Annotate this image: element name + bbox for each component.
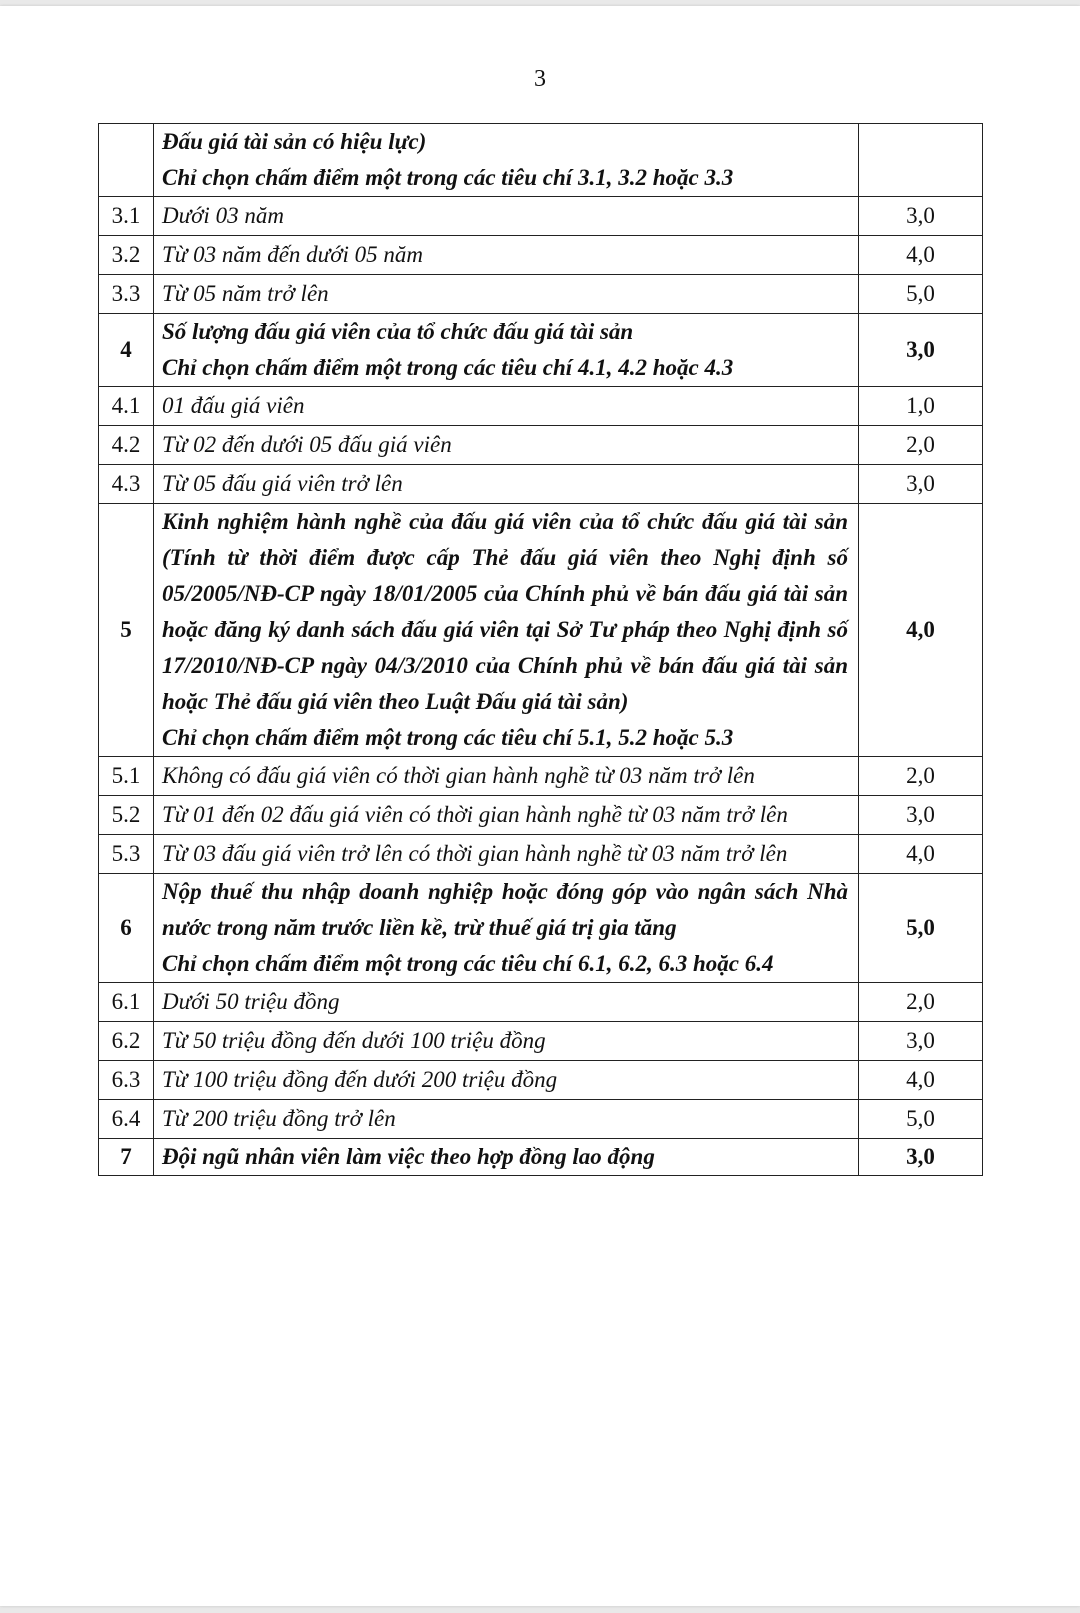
criterion-description (154, 1139, 859, 1176)
criterion-row (99, 504, 983, 757)
criterion-id: 3.1 (99, 197, 154, 236)
criterion-id: 6.3 (99, 1061, 154, 1100)
criterion-description (154, 1061, 859, 1100)
criterion-score: 3,0 (859, 314, 983, 387)
description-line: Nộp thuế thu nhập doanh nghiệp hoặc đóng góp vào ngân sách Nhà nước trong năm trước liền kề, trừ thuế giá trị gia tăng (162, 879, 848, 940)
sub-criterion-row (99, 465, 983, 504)
description-line: Từ 02 đến dưới 05 đấu giá viên (162, 432, 452, 457)
criterion-id: 7 (99, 1139, 154, 1176)
description-line: Chỉ chọn chấm điểm một trong các tiêu chí 6.1, 6.2, 6.3 hoặc 6.4 (162, 951, 774, 976)
criterion-description (154, 1100, 859, 1139)
criterion-row (99, 874, 983, 983)
description-line: Đội ngũ nhân viên làm việc theo hợp đồng lao động (162, 1144, 655, 1169)
criterion-description (154, 504, 859, 757)
description-line: Từ 05 năm trở lên (162, 281, 329, 306)
criterion-score: 3,0 (859, 465, 983, 504)
criterion-description (154, 983, 859, 1022)
sub-criterion-row (99, 426, 983, 465)
sub-criterion-row (99, 387, 983, 426)
criterion-score: 2,0 (859, 426, 983, 465)
criterion-row (99, 314, 983, 387)
criterion-description (154, 757, 859, 796)
criterion-score: 3,0 (859, 796, 983, 835)
description-line: Dưới 03 năm (162, 203, 284, 228)
criterion-id: 5 (99, 504, 154, 757)
criterion-description (154, 387, 859, 426)
criterion-id: 4 (99, 314, 154, 387)
criterion-score: 4,0 (859, 504, 983, 757)
sub-criterion-row (99, 796, 983, 835)
criterion-id: 3.3 (99, 275, 154, 314)
sub-criterion-row (99, 275, 983, 314)
description-line: Từ 01 đến 02 đấu giá viên có thời gian hành nghề từ 03 năm trở lên (162, 802, 788, 827)
criterion-description (154, 874, 859, 983)
criterion-description (154, 236, 859, 275)
document-page (0, 6, 1080, 1606)
criterion-score: 3,0 (859, 197, 983, 236)
sub-criterion-row (99, 835, 983, 874)
criterion-row (99, 124, 983, 197)
criterion-score: 5,0 (859, 275, 983, 314)
description-line: Đấu giá tài sản có hiệu lực) (162, 129, 427, 154)
description-line: Chỉ chọn chấm điểm một trong các tiêu chí 3.1, 3.2 hoặc 3.3 (162, 165, 734, 190)
criterion-score: 4,0 (859, 1061, 983, 1100)
description-line: Từ 03 đấu giá viên trở lên có thời gian hành nghề từ 03 năm trở lên (162, 841, 788, 866)
criterion-score: 1,0 (859, 387, 983, 426)
criterion-score: 2,0 (859, 757, 983, 796)
criterion-description (154, 275, 859, 314)
criterion-score: 4,0 (859, 835, 983, 874)
description-line: Từ 05 đấu giá viên trở lên (162, 471, 403, 496)
criterion-id: 6.2 (99, 1022, 154, 1061)
description-line: Từ 50 triệu đồng đến dưới 100 triệu đồng (162, 1028, 546, 1053)
sub-criterion-row (99, 197, 983, 236)
scoring-criteria-table (98, 123, 983, 1176)
criterion-id: 6.1 (99, 983, 154, 1022)
description-line: Chỉ chọn chấm điểm một trong các tiêu chí 5.1, 5.2 hoặc 5.3 (162, 725, 734, 750)
criterion-description (154, 1022, 859, 1061)
description-line: Chỉ chọn chấm điểm một trong các tiêu chí 4.1, 4.2 hoặc 4.3 (162, 355, 734, 380)
sub-criterion-row (99, 1061, 983, 1100)
sub-criterion-row (99, 236, 983, 275)
criterion-description (154, 426, 859, 465)
criterion-id: 6.4 (99, 1100, 154, 1139)
criterion-score: 3,0 (859, 1022, 983, 1061)
criterion-row (99, 1139, 983, 1176)
criterion-id: 5.3 (99, 835, 154, 874)
criterion-id (99, 124, 154, 197)
description-line: Từ 03 năm đến dưới 05 năm (162, 242, 423, 267)
criterion-score (859, 124, 983, 197)
sub-criterion-row (99, 757, 983, 796)
criterion-description (154, 465, 859, 504)
sub-criterion-row (99, 1022, 983, 1061)
criterion-score: 2,0 (859, 983, 983, 1022)
criterion-id: 3.2 (99, 236, 154, 275)
description-line: Kinh nghiệm hành nghề của đấu giá viên của tổ chức đấu giá tài sản (Tính từ thời điểm được cấp Thẻ đấu giá viên theo Nghị định số 05/2005/NĐ-CP ngày 18/01/2005 của Chính phủ về bán đấu giá tài sản hoặc đăng ký danh sách đấu giá viên tại Sở Tư pháp theo Nghị định số 17/2010/NĐ-CP ngày 04/3/2010 của Chính phủ về bán đấu giá tài sản hoặc Thẻ đấu giá viên theo Luật Đấu giá tài sản) (162, 509, 848, 714)
description-line: Từ 100 triệu đồng đến dưới 200 triệu đồng (162, 1067, 558, 1092)
criterion-score: 5,0 (859, 874, 983, 983)
description-line: Không có đấu giá viên có thời gian hành nghề từ 03 năm trở lên (162, 763, 755, 788)
description-line: Dưới 50 triệu đồng (162, 989, 340, 1014)
criterion-id: 6 (99, 874, 154, 983)
criteria-table-body (99, 124, 983, 1176)
criterion-description (154, 124, 859, 197)
criterion-id: 5.2 (99, 796, 154, 835)
criterion-description (154, 197, 859, 236)
description-line: Số lượng đấu giá viên của tổ chức đấu giá tài sản (162, 319, 634, 344)
criterion-id: 4.1 (99, 387, 154, 426)
criterion-description (154, 314, 859, 387)
sub-criterion-row (99, 983, 983, 1022)
description-line: Từ 200 triệu đồng trở lên (162, 1106, 396, 1131)
criterion-score: 3,0 (859, 1139, 983, 1176)
criterion-score: 5,0 (859, 1100, 983, 1139)
criterion-id: 4.2 (99, 426, 154, 465)
criterion-id: 5.1 (99, 757, 154, 796)
description-line: 01 đấu giá viên (162, 393, 305, 418)
sub-criterion-row (99, 1100, 983, 1139)
criterion-description (154, 835, 859, 874)
criterion-description (154, 796, 859, 835)
criterion-score: 4,0 (859, 236, 983, 275)
criterion-id: 4.3 (99, 465, 154, 504)
page-number: 3 (534, 66, 546, 92)
